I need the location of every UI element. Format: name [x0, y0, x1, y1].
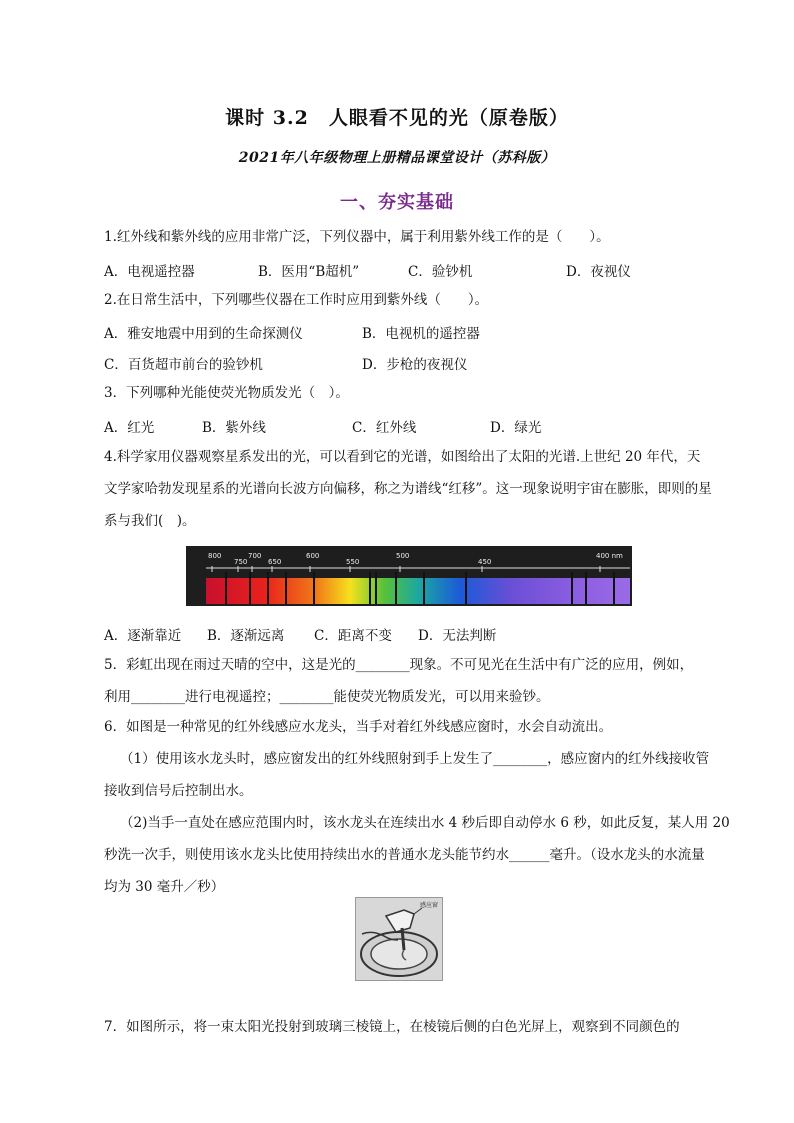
spectrum-scale-label: 650: [268, 558, 282, 566]
spectrum-scale-label: 600: [306, 552, 320, 560]
question-1-stem: 1.红外线和紫外线的应用非常广泛，下列仪器中，属于利用紫外线工作的是（ ）。: [104, 229, 610, 245]
question-2-option-a: A．雅安地震中用到的生命探测仪: [104, 326, 303, 342]
question-4-line-2: 文学家哈勃发现星系的光谱向长波方向偏移，称之为谱线“红移”。这一现象说明宇宙在膨胀，即则的星: [104, 481, 712, 497]
spectrum-scale-label: 500: [396, 552, 410, 560]
question-3-stem: 3．下列哪种光能使荧光物质发光（ ）。: [104, 385, 349, 401]
question-6-intro: 6．如图是一种常见的红外线感应水龙头，当手对着红外线感应窗时，水会自动流出。: [104, 719, 613, 735]
question-4-line-1: 4.科学家用仪器观察星系发出的光，可以看到它的光谱，如图给出了太阳的光谱.上世纪 20 年代，天: [104, 449, 701, 465]
faucet-image: [355, 897, 443, 981]
question-1-option-c: C．验钞机: [408, 264, 473, 280]
spectrum-scale-label: 750: [234, 558, 248, 566]
question-4-option-a: A．逐渐靠近: [104, 628, 182, 644]
question-2-option-c: C．百货超市前台的验钞机: [104, 357, 263, 373]
question-4-option-c: C．距离不变: [314, 628, 392, 644]
document-subtitle: 2021年八年级物理上册精品课堂设计（苏科版）: [238, 150, 556, 166]
spectrum-scale-label: 700: [248, 552, 262, 560]
question-1-option-d: D．夜视仪: [566, 264, 631, 280]
question-3-option-a: A．红光: [104, 420, 155, 436]
section-heading: 一、夯实基础: [340, 192, 454, 213]
question-3-option-d: D．绿光: [490, 420, 542, 436]
question-6-part-1-line-1: （1）使用该水龙头时，感应窗发出的红外线照射到手上发生了________，感应窗内的红外线接收管: [120, 751, 710, 767]
question-4-option-b: B．逐渐远离: [207, 628, 285, 644]
question-6-part-2-line-3: 均为 30 毫升／秒）: [104, 879, 225, 895]
question-5-line-2: 利用________进行电视遥控；________能使荧光物质发光，可以用来验钞。: [104, 689, 550, 705]
question-7-line-1: 7．如图所示，将一束太阳光投射到玻璃三棱镜上，在棱镜后侧的白色光屏上，观察到不同颜色的: [104, 1019, 680, 1035]
question-3-option-c: C．红外线: [352, 420, 417, 436]
spectrum-scale-label: 450: [478, 558, 492, 566]
question-2-stem: 2.在日常生活中，下列哪些仪器在工作时应用到紫外线（ ）。: [104, 292, 489, 308]
question-1-option-b: B．医用“B超机”: [258, 264, 360, 280]
question-6-part-2-line-2: 秒洗一次手，则使用该水龙头比使用持续出水的普通水龙头能节约水______毫升。（设水龙头的水流量: [104, 847, 705, 863]
spectrum-scale-label: 400 nm: [596, 552, 623, 560]
spectrum-scale-label: 550: [346, 558, 360, 566]
question-2-option-b: B．电视机的遥控器: [362, 326, 480, 342]
spectrum-scale-label: 800: [208, 552, 222, 560]
question-3-option-b: B．紫外线: [202, 420, 266, 436]
question-4-line-3: 系与我们( )。: [104, 513, 196, 529]
document-title: 课时 3.2 人眼看不见的光（原卷版）: [225, 107, 569, 129]
question-6-part-1-line-2: 接收到信号后控制出水。: [104, 783, 253, 799]
question-1-option-a: A．电视遥控器: [104, 264, 195, 280]
sensor-window-label: 感应窗: [420, 902, 439, 909]
question-5-line-1: 5．彩虹出现在雨过天晴的空中，这是光的________现象。不可见光在生活中有广泛的应用，例如，: [104, 657, 694, 673]
spectrum-band: [206, 578, 630, 604]
question-6-part-2-line-1: （2)当手一直处在感应范围内时，该水龙头在连续出水 4 秒后即自动停水 6 秒，如此反复，某人用 20: [120, 815, 730, 831]
question-2-option-d: D．步枪的夜视仪: [362, 357, 468, 373]
solar-spectrum-figure: [186, 546, 632, 606]
question-4-option-d: D．无法判断: [418, 628, 497, 644]
